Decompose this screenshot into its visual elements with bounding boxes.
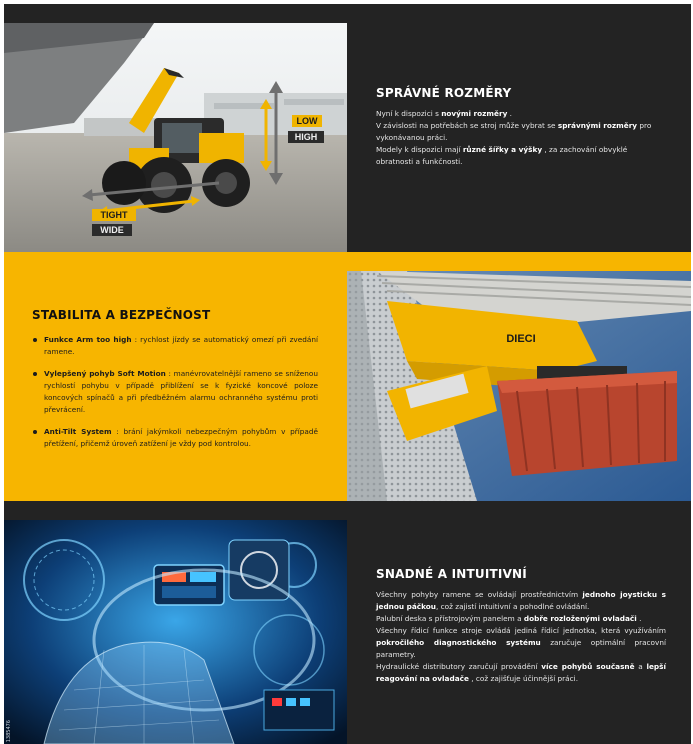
section1-paragraph-3: Modely k dispozici mají různé šířky a výšky , za zachování obvyklé obratnosti a funkčnosti. [376, 145, 628, 166]
section1-paragraph-2: V závislosti na potřebách se stroj může vybrat se správnými rozměry pro vykonávanou práci. [376, 121, 652, 142]
page [4, 4, 691, 740]
telehandler-dimensions-photo [4, 23, 347, 252]
boom-container-photo [347, 271, 691, 501]
label-low: LOW [296, 116, 318, 126]
list-item: Anti-Tilt System : brání jakýmkoli nebezpečným pohybům v případě přetížení, přičemž úroveň zatížení je vždy pod kontrolou. [32, 426, 318, 450]
section-stability-safety [4, 252, 691, 501]
label-wide: WIDE [100, 225, 124, 235]
section-correct-dimensions [4, 4, 691, 252]
section1-title: SPRÁVNÉ ROZMĚRY [376, 86, 512, 100]
section3-paragraph-1: Všechny pohyby ramene se ovládají prostřednictvím jednoho joysticku s jednou páčkou, což zajistí intuitivní a pohodlné ovládání. [376, 590, 666, 611]
photo-code: 1385476 [6, 719, 12, 742]
section-easy-intuitive [4, 501, 691, 744]
label-high: HIGH [294, 132, 318, 142]
section2-text [32, 308, 318, 460]
section3-paragraph-4: Hydraulické distributory zaručují provádění více pohybů současně a lepší reagování na ovladače , což zajišťuje účinnější práci. [376, 662, 666, 683]
list-item: Vylepšený pohyb Soft Motion : manévrovatelnější rameno se sníženou rychlostí pohybu v případě přiblížení se k fyzické koncové poloze koncových spínačů a při předběžném alarmu ochranného systému proti převrácení. [32, 368, 318, 416]
section1-paragraph-1: Nyní k dispozici s novými rozměry . [376, 109, 512, 118]
section3-text [376, 567, 666, 685]
features-list [32, 334, 318, 450]
section2-title: STABILITA A BEZPEČNOST [32, 308, 211, 322]
dieci-logo: DIECI [506, 333, 536, 345]
section3-title: SNADNÉ A INTUITIVNÍ [376, 567, 527, 581]
section3-paragraph-2: Palubní deska s přístrojovým panelem a dobře rozloženými ovladači . [376, 614, 642, 623]
label-tight: TIGHT [100, 210, 128, 220]
list-item: Funkce Arm too high : rychlost jízdy se automatický omezí při zvedání ramene. [32, 334, 318, 358]
section3-paragraph-3: Všechny řídicí funkce stroje ovládá jediná řídicí jednotka, která využíváním pokročilého diagnostického systému zaručuje optimální pracovní parametry. [376, 626, 666, 659]
section1-text [376, 86, 666, 168]
digital-cockpit-photo [4, 520, 347, 744]
